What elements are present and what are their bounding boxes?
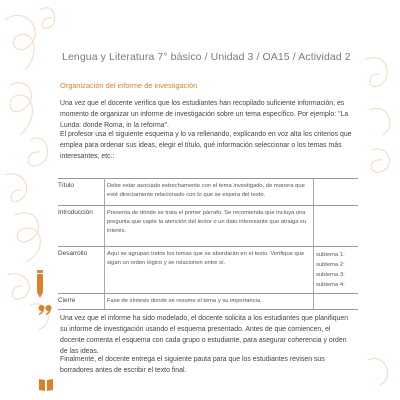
table-row: [58, 206, 358, 247]
row-content-title: Debe estar asociado estrechamente con el tema investigado, de manera que esté directamente relacionado con lo que se espera del texto.: [105, 179, 314, 206]
row-label-intro: Introducción: [58, 206, 105, 247]
section-heading: Organización del informe de investigación: [60, 81, 198, 90]
book-icon: [38, 378, 54, 392]
closing-paragraph-1: Una vez que el informe ha sido modelado, el docente solicita a los estudiantes que planifiquen su informe de investigación usando el esquema presentado. Antes de que comiencen, el docente comenta el esquema con cada grupo o estudiante, para asegurar coherencia y orden de las ideas.: [60, 315, 349, 355]
row-content-closing: Fase de síntesis donde se resume el tema y su importancia.: [105, 294, 314, 310]
subtopic-list: [314, 247, 359, 294]
closing-paragraph-2: Finalmente, el docente entrega el siguiente pauta para que los estudiantes revisen sus borradores antes de escribir el texto final.: [60, 356, 325, 374]
subtopic-4: subtema 4:: [316, 282, 345, 288]
pencil-icon: [34, 270, 46, 298]
row-side-empty: [314, 206, 359, 247]
page-title: Lengua y Literatura 7° básico / Unidad 3 / OA15 / Actividad 2: [62, 51, 351, 63]
table-row: [58, 247, 358, 294]
row-label-closing: Cierre: [58, 294, 105, 310]
row-side-empty: [314, 179, 359, 206]
row-label-title: Título: [58, 179, 105, 206]
quotes-icon: [38, 304, 52, 316]
intro-paragraph-2: El profesor usa el siguiente esquema y lo va rellenando, explicando en voz alta los criterios que emplea para ordenar sus ideas, elegir el título, qué información seleccionar o los temas más interesantes, etc.:: [60, 131, 352, 160]
table-row: [58, 179, 358, 206]
subtopic-1: subtema 1:: [316, 252, 345, 258]
table-row: [58, 294, 358, 310]
row-content-intro: Presenta de dónde se trata el primer párrafo. Se recomienda que incluya una pregunta que capte la atención del lector o un dato interesante que atraiga su interés.: [105, 206, 314, 247]
report-scheme-table: [58, 178, 358, 310]
row-label-development: Desarrollo: [58, 247, 105, 294]
row-content-development: Aquí se agrupan todos los temas que se abordarán en el texto. Verifique que sigan un orden lógico y se relacionen entre sí.: [105, 247, 314, 294]
subtopic-2: subtema 2:: [316, 262, 345, 268]
row-side-empty: [314, 294, 359, 310]
intro-paragraph-1: Una vez que el docente verifica que los estudiantes han recopilado suficiente información, es momento de organizar un informe de investigación sobre un tema específico. Por ejemplo: "La Lunda: donde Roma, in la reforma".: [60, 100, 349, 129]
subtopic-3: subtema 3:: [316, 272, 345, 278]
